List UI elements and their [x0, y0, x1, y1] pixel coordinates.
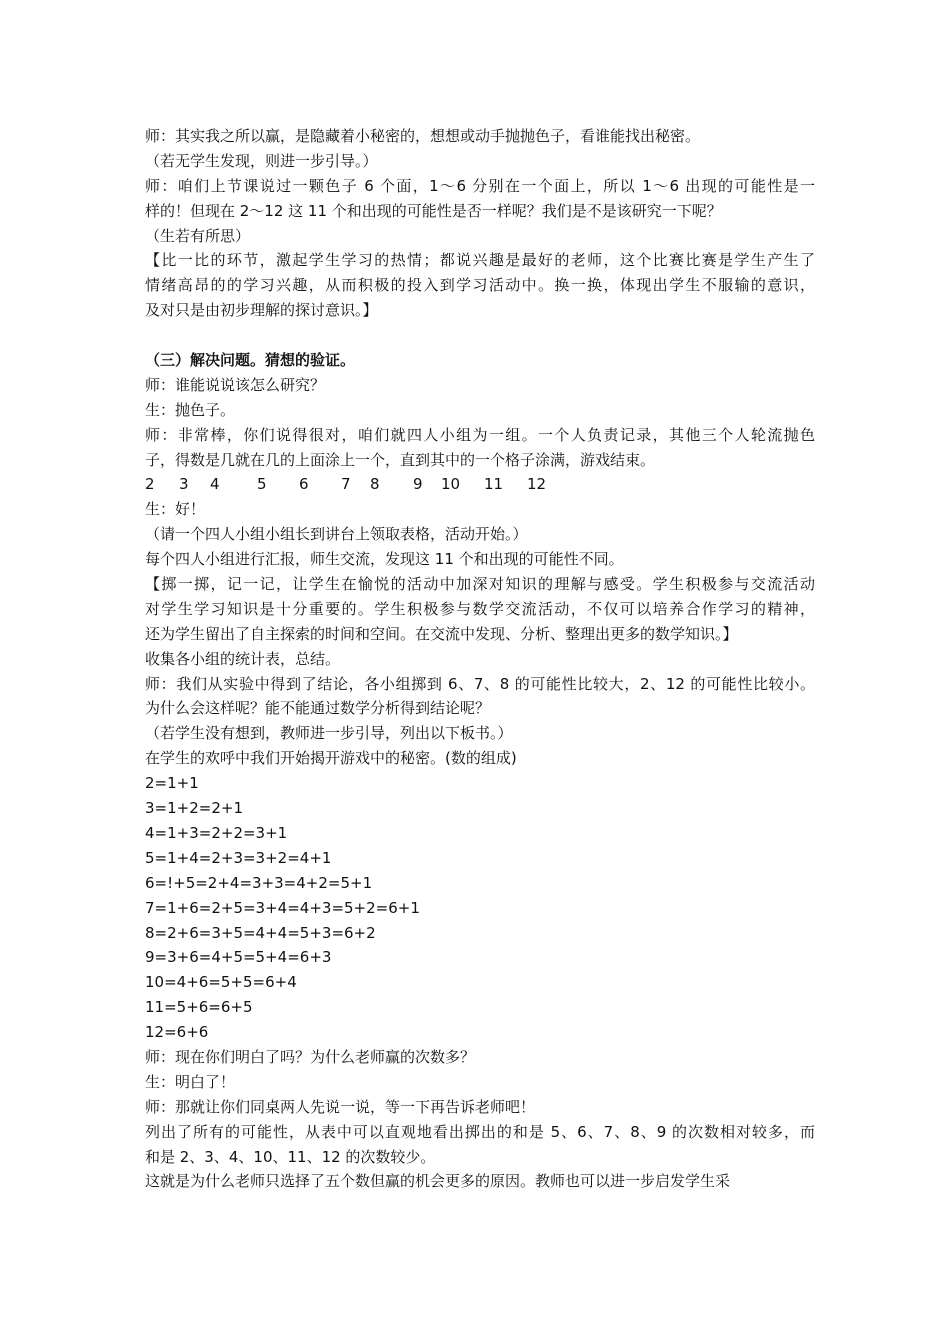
sum-number: 7	[341, 475, 351, 494]
sum-number: 10	[441, 475, 461, 494]
paragraph-line: 生：明白了！	[145, 1072, 236, 1091]
sum-number: 3	[179, 475, 189, 494]
sum-number: 2	[145, 475, 155, 494]
equation-line: 7=1+6=2+5=3+4=4+3=5+2=6+1	[145, 898, 420, 917]
equation-line: 12=6+6	[145, 1023, 209, 1042]
sum-number: 8	[370, 475, 380, 494]
equation-line: 8=2+6=3+5=4+4=5+3=6+2	[145, 923, 376, 942]
paragraph-line: 师：谁能说说该怎么研究？	[145, 375, 326, 394]
sum-number: 6	[299, 475, 309, 494]
sum-number: 12	[527, 475, 547, 494]
sum-number: 4	[210, 475, 220, 494]
equation-line: 10=4+6=5+5=6+4	[145, 973, 297, 992]
equation-line: 4=1+3=2+2=3+1	[145, 823, 288, 842]
commentary-line: 【比一比的环节，激起学生学习的热情；都说兴趣是最好的老师，这个比赛比赛是学生产生了	[145, 251, 815, 270]
commentary-line: 对学生学习知识是十分重要的。学生积极参与数学交流活动，不仅可以培养合作学习的精神，	[145, 599, 815, 618]
paragraph-line: 这就是为什么老师只选择了五个数但赢的机会更多的原因。教师也可以进一步启发学生采	[145, 1172, 731, 1191]
equation-line: 5=1+4=2+3=3+2=4+1	[145, 848, 332, 867]
paragraph-line: 样的！但现在 2～12 这 11 个和出现的可能性是否一样呢？我们是不是该研究一下呢？	[145, 201, 722, 220]
paragraph-line: （请一个四人小组小组长到讲台上领取表格，活动开始。）	[145, 525, 528, 544]
paragraph-line: 收集各小组的统计表，总结。	[145, 649, 341, 668]
sum-number: 9	[413, 475, 423, 494]
paragraph-line: 师：非常棒，你们说得很对，咱们就四人小组为一组。一个人负责记录，其他三个人轮流抛色	[145, 425, 815, 444]
equation-line: 6=!+5=2+4=3+3=4+2=5+1	[145, 873, 373, 892]
paragraph-line: 和是 2、3、4、10、11、12 的次数较少。	[145, 1147, 436, 1166]
commentary-line: 【掷一掷，记一记，让学生在愉悦的活动中加深对知识的理解与感受。学生积极参与交流活动	[145, 575, 815, 594]
blank-line	[145, 323, 815, 348]
paragraph-line: 师：现在你们明白了吗？为什么老师赢的次数多？	[145, 1047, 476, 1066]
paragraph-line: 师：我们从实验中得到了结论，各小组掷到 6、7、8 的可能性比较大，2、12 的可能性比较小。	[145, 674, 815, 693]
paragraph-line: 为什么会这样呢？能不能通过数学分析得到结论呢？	[145, 699, 491, 718]
paragraph-line: 在学生的欢呼中我们开始揭开游戏中的秘密。(数的组成)	[145, 749, 517, 768]
paragraph-line: （若学生没有想到，教师进一步引导，列出以下板书。）	[145, 724, 513, 743]
equation-line: 9=3+6=4+5=5+4=6+3	[145, 948, 332, 967]
paragraph-line: 子，得数是几就在几的上面涂上一个，直到其中的一个格子涂满，游戏结束。	[145, 450, 656, 469]
paragraph-line: 生：好！	[145, 500, 206, 519]
paragraph-line: （若无学生发现，则进一步引导。）	[145, 151, 378, 170]
paragraph-line: 列出了所有的可能性，从表中可以直观地看出掷出的和是 5、6、7、8、9 的次数相对较多，而	[145, 1122, 815, 1141]
commentary-line: 及对只是由初步理解的探讨意识。】	[145, 301, 378, 320]
commentary-line: 还为学生留出了自主探索的时间和空间。在交流中发现、分析、整理出更多的数学知识。】	[145, 624, 738, 643]
equation-line: 3=1+2=2+1	[145, 799, 243, 818]
section-heading: （三）解决问题。猜想的验证。	[145, 351, 356, 370]
paragraph-line: 师：那就让你们同桌两人先说一说，等一下再告诉老师吧！	[145, 1097, 536, 1116]
paragraph-line: 生：抛色子。	[145, 400, 236, 419]
sum-number: 5	[257, 475, 267, 494]
equation-line: 2=1+1	[145, 774, 199, 793]
sum-number-row	[145, 472, 815, 497]
paragraph-line: 每个四人小组进行汇报，师生交流，发现这 11 个和出现的可能性不同。	[145, 550, 624, 569]
commentary-line: 情绪高昂的的学习兴趣，从而积极的投入到学习活动中。换一换，体现出学生不服输的意识，	[145, 276, 815, 295]
document-body	[145, 124, 815, 1194]
sum-number: 11	[484, 475, 504, 494]
equation-line: 11=5+6=6+5	[145, 998, 253, 1017]
paragraph-line: （生若有所思）	[145, 226, 251, 245]
paragraph-line: 师：其实我之所以赢，是隐藏着小秘密的，想想或动手抛抛色子，看谁能找出秘密。	[145, 127, 701, 145]
paragraph-line: 师：咱们上节课说过一颗色子 6 个面，1～6 分别在一个面上，所以 1～6 出现的可能性是一	[145, 176, 815, 195]
